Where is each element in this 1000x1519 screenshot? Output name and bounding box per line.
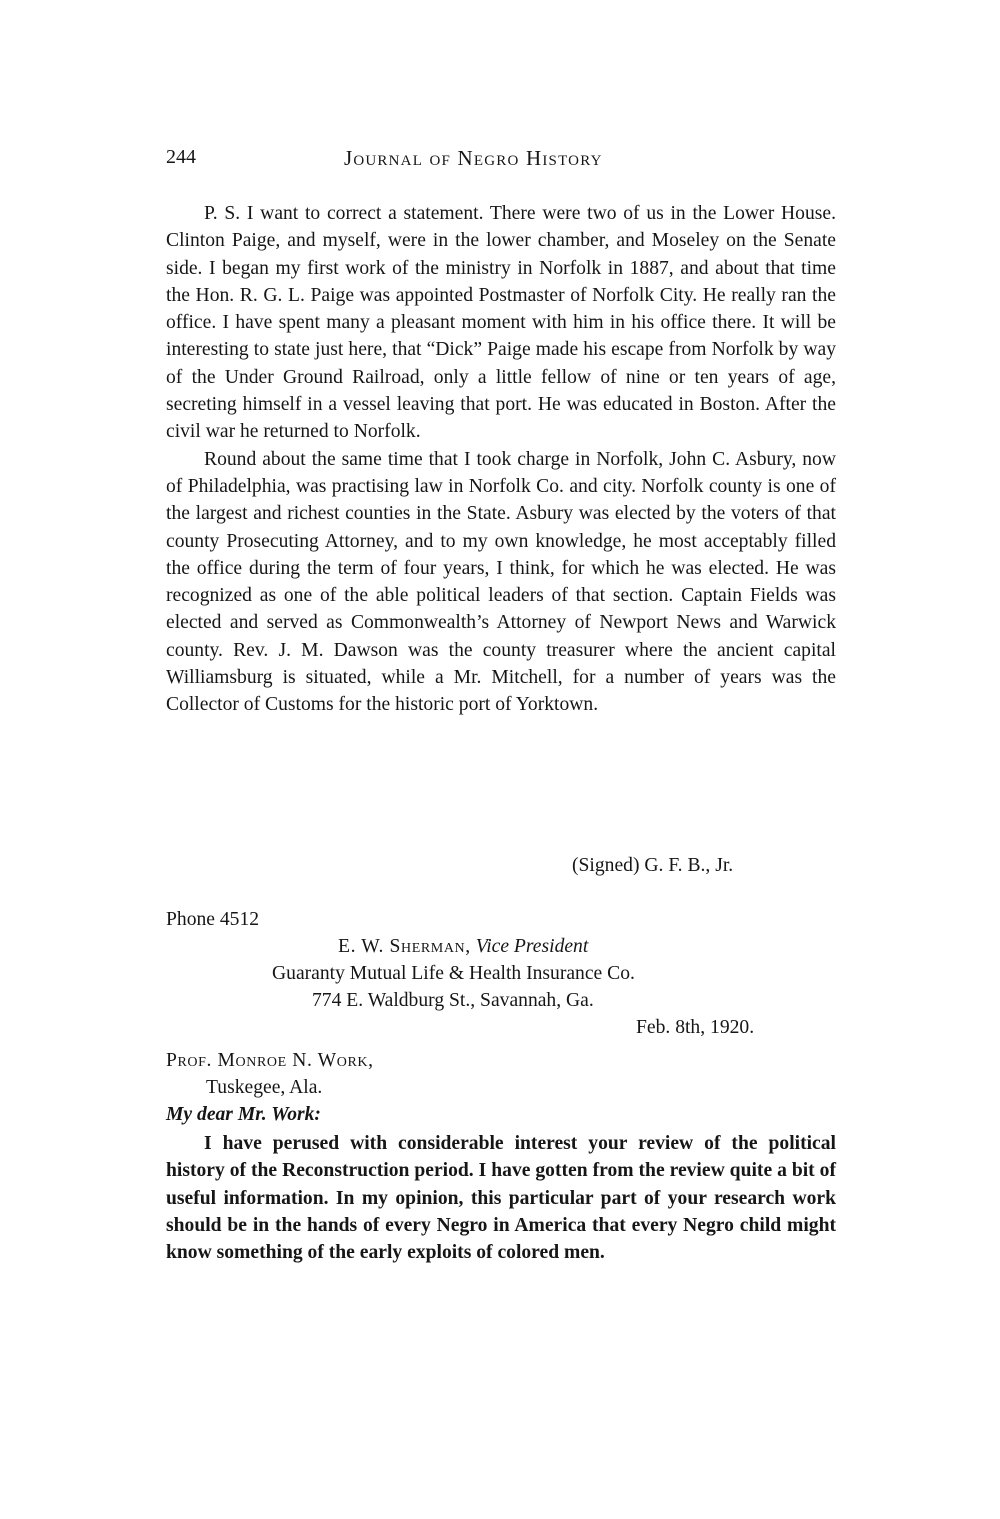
letterhead-address: 774 E. Waldburg St., Savannah, Ga. bbox=[312, 990, 594, 1011]
letter-salutation: My dear Mr. Work: bbox=[166, 1104, 321, 1125]
sender-title: Vice President bbox=[475, 936, 589, 957]
letterhead-sender bbox=[338, 936, 588, 958]
letter-body-text bbox=[166, 1130, 836, 1266]
postscript-signature: (Signed) G. F. B., Jr. bbox=[572, 855, 734, 876]
postscript-paragraph: Round about the same time that I took charge in Norfolk, John C. Asbury, now of Philadelphia, was practising law in Norfolk Co. and city. Norfolk county is one of the largest and richest counties in the State. Asbury was elected by the voters of that county Prosecuting Attorney, and to my own knowledge, he most acceptably filled the office during the term of four years, I think, for which he was elected. He was recognized as one of the able political leaders of that section. Captain Fields was elected and served as Commonwealth’s Attorney of Newport News and Warwick county. Rev. J. M. Dawson was the county treasurer where the ancient capital Williamsburg is situated, while a Mr. Mitchell, for a number of years was the Collector of Customs for the historic port of Yorktown. bbox=[166, 448, 836, 716]
letterhead-phone: Phone 4512 bbox=[166, 909, 260, 930]
page-number: 244 bbox=[166, 146, 196, 168]
letter-body-paragraph: I have perused with considerable interest your review of the political history of the Reconstruction period. I have gotten from the review quite a bit of useful information. In my opinion, this particular part of your research work should be in the hands of every Negro in America that every Negro child might know something of the early exploits of colored men. bbox=[166, 1133, 836, 1264]
addressee-name: Prof. Monroe N. Work, bbox=[166, 1050, 374, 1071]
running-head bbox=[166, 146, 836, 176]
sender-name: E. W. Sherman, bbox=[338, 936, 471, 957]
journal-title: Journal of Negro History bbox=[344, 146, 603, 170]
postscript-paragraph: P. S. I want to correct a statement. There were two of us in the Lower House. Clinton Paige, and myself, were in the lower chamber, and Moseley on the Senate side. I began my first work of the ministry in Norfolk in 1887, and about that time the Hon. R. G. L. Paige was appointed Postmaster of Norfolk City. He really ran the office. I have spent many a pleasant moment with him in his office there. It will be interesting to state just here, that “Dick” Paige made his escape from Norfolk by way of the Under Ground Railroad, only a little fellow of nine or ten years of age, secreting himself in a vessel leaving that port. He was educated in Boston. After the civil war he returned to Norfolk. bbox=[166, 203, 836, 443]
postscript-text bbox=[166, 200, 836, 719]
letter-date: Feb. 8th, 1920. bbox=[636, 1017, 755, 1038]
letterhead-company: Guaranty Mutual Life & Health Insurance Co. bbox=[272, 963, 635, 984]
addressee-place: Tuskegee, Ala. bbox=[206, 1077, 323, 1098]
